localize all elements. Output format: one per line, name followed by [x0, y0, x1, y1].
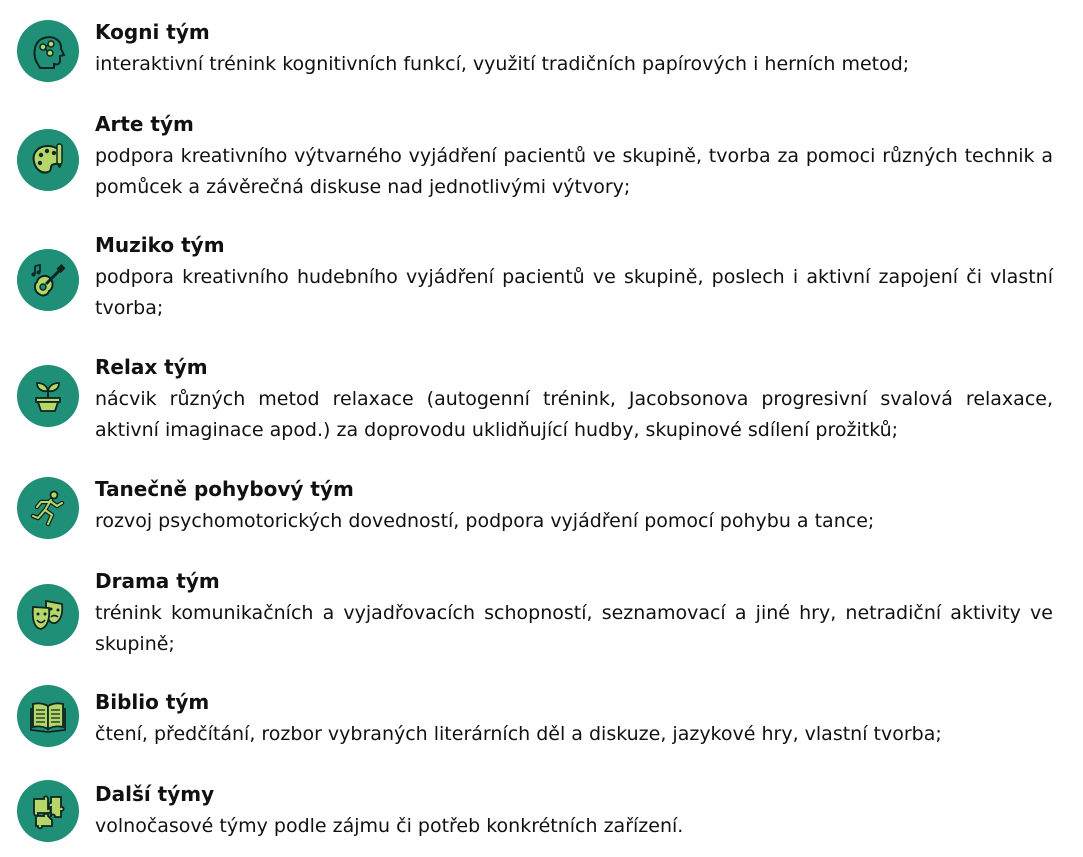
team-title: Relax tým — [95, 355, 208, 379]
team-title: Biblio tým — [95, 690, 210, 714]
potted-plant-icon — [17, 365, 79, 427]
puzzle-pieces-icon — [17, 780, 79, 842]
team-description: podpora kreativního výtvarného vyjádření pacientů ve skupině, tvorba za pomoci různých technik a pomůcek a závěrečná diskuse nad jednotlivými výtvory; — [95, 145, 1053, 198]
team-title: Další týmy — [95, 782, 215, 806]
running-person-icon — [17, 477, 79, 539]
team-title: Drama tým — [95, 569, 220, 593]
team-description: volnočasové týmy podle zájmu či potřeb konkrétních zařízení. — [95, 815, 684, 837]
team-description: podpora kreativního hudebního vyjádření pacientů ve skupině, poslech i aktivní zapojení či vlastní tvorba; — [95, 266, 1053, 319]
team-title: Tanečně pohybový tým — [95, 477, 354, 501]
team-description: interaktivní trénink kognitivních funkcí, využití tradičních papírových i herních metod; — [95, 53, 910, 75]
guitar-music-icon — [17, 249, 79, 311]
team-title: Muziko tým — [95, 233, 225, 257]
open-book-icon — [17, 685, 79, 747]
team-description: čtení, předčítání, rozbor vybraných literárních děl a diskuze, jazykové hry, vlastní tvorba; — [95, 723, 942, 745]
team-title: Arte tým — [95, 112, 194, 136]
team-title: Kogni tým — [95, 20, 210, 44]
team-description: nácvik různých metod relaxace (autogenní trénink, Jacobsonova progresivní svalová relaxace, aktivní imaginace apod.) za doprovodu uklidňující hudby, skupinové sdílení prožitků; — [95, 388, 1053, 441]
palette-brush-icon — [17, 129, 79, 191]
theater-masks-icon — [17, 584, 79, 646]
team-description: rozvoj psychomotorických dovedností, podpora vyjádření pomocí pohybu a tance; — [95, 510, 875, 532]
team-description: trénink komunikačních a vyjadřovacích schopností, seznamovací a jiné hry, netradiční aktivity ve skupině; — [95, 602, 1053, 655]
brain-head-icon — [17, 20, 79, 82]
